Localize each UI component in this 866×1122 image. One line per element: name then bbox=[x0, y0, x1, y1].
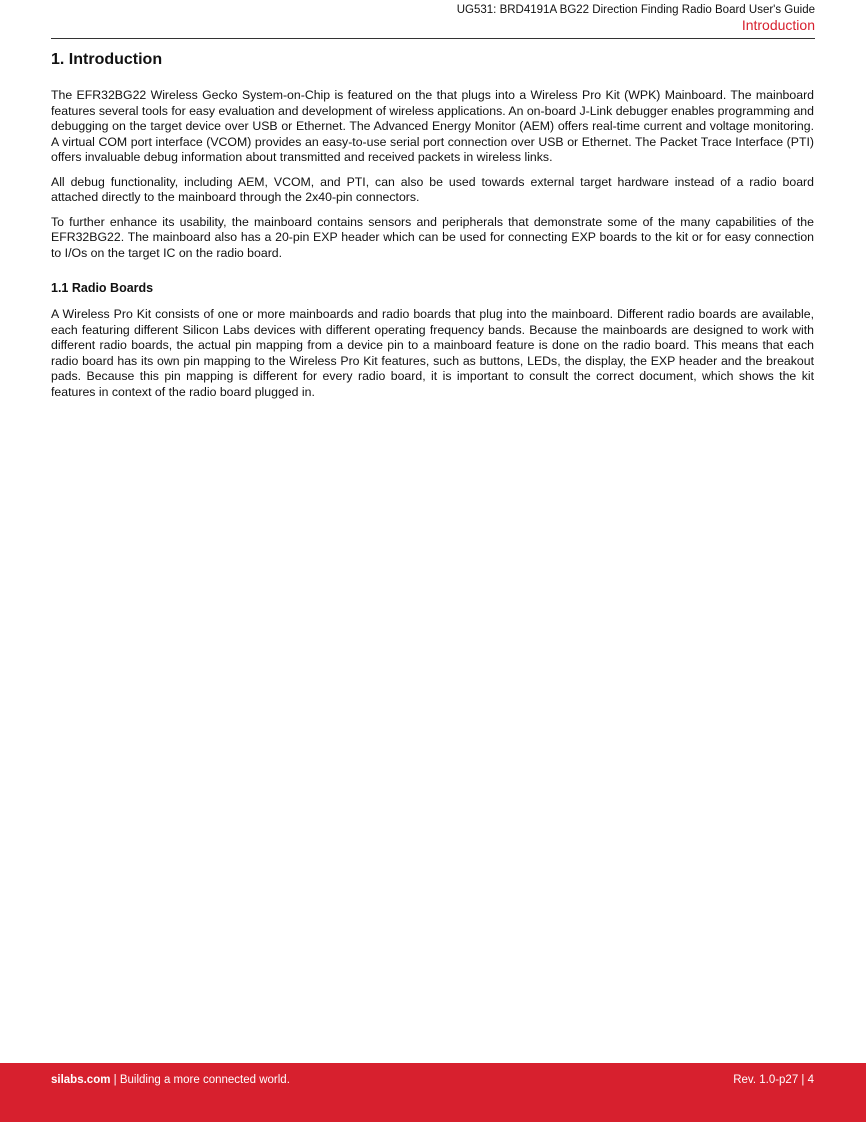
footer-site-link[interactable]: silabs.com bbox=[51, 1074, 111, 1086]
page-footer bbox=[0, 1063, 866, 1122]
section-heading: 1. Introduction bbox=[51, 51, 163, 68]
subsection-heading: 1.1 Radio Boards bbox=[51, 281, 154, 295]
document-title: UG531: BRD4191A BG22 Direction Finding Radio Board User's Guide bbox=[456, 4, 815, 16]
header-divider bbox=[51, 38, 815, 39]
radio-boards-paragraph: A Wireless Pro Kit consists of one or more mainboards and radio boards that plug into the mainboard. Different radio boards are available, each featuring different Silicon Labs devices with different operating frequency bands. Because the mainboards are designed to work with different radio boards, the actual pin mapping from a device pin to a mainboard feature is done on the radio board. This means that each radio board has its own pin mapping to the Wireless Pro Kit features, such as buttons, LEDs, the display, the EXP header and the breakout pads. Because this pin mapping is different for every radio board, it is important to consult the correct document, which shows the kit features in context of the radio board plugged in. bbox=[51, 307, 814, 399]
footer-brand bbox=[51, 1073, 290, 1087]
footer-tagline: Building a more connected world. bbox=[119, 1074, 290, 1086]
section-label: Introduction bbox=[741, 17, 815, 33]
intro-paragraph-3: To further enhance its usability, the mainboard contains sensors and peripherals that demonstrate some of the many capabilities of the EFR32BG22. The mainboard also has a 20-pin EXP header which can be used for connecting EXP boards to the kit or for easy connection to I/Os on the target IC on the radio board. bbox=[51, 214, 814, 260]
page-header bbox=[51, 3, 815, 34]
footer-revision: Rev. 1.0-p27 | 4 bbox=[733, 1074, 814, 1086]
page-content bbox=[51, 50, 814, 409]
intro-paragraph-2: All debug functionality, including AEM, VCOM, and PTI, can also be used towards external target hardware instead of a radio board attached directly to the mainboard through the 2x40-pin connectors. bbox=[51, 174, 814, 204]
footer-separator: | bbox=[110, 1074, 120, 1086]
intro-paragraph-1: The EFR32BG22 Wireless Gecko System-on-Chip is featured on the that plugs into a Wireless Pro Kit (WPK) Mainboard. The mainboard features several tools for easy evaluation and development of wireless applications. An on-board J-Link debugger enables programming and debugging on the target device over USB or Ethernet. The Advanced Energy Monitor (AEM) offers real-time current and voltage monitoring. A virtual COM port interface (VCOM) provides an easy-to-use serial port connection over USB or Ethernet. The Packet Trace Interface (PTI) offers invaluable debug information about transmitted and received packets in wireless links. bbox=[51, 88, 814, 164]
